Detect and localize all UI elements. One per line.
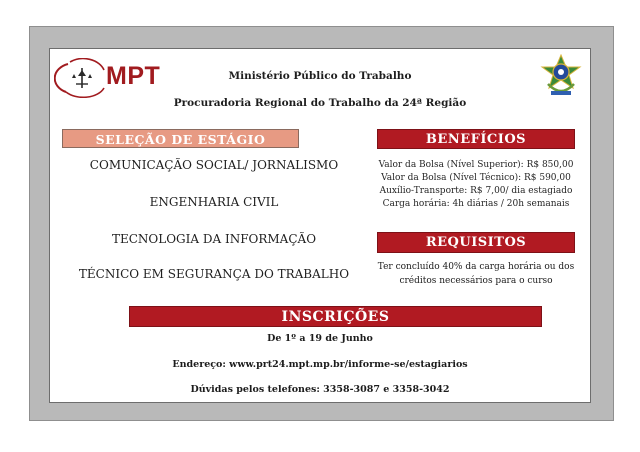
logo-text: MPT bbox=[106, 62, 161, 90]
registration-phones: Dúvidas pelos telefones: 3358-3087 e 3358-3042 bbox=[190, 384, 450, 395]
requirements-line: créditos necessários para o curso bbox=[399, 275, 553, 286]
benefit-item: Valor da Bolsa (Nível Superior): R$ 850,00 bbox=[378, 160, 574, 170]
benefits-title: BENEFÍCIOS bbox=[377, 129, 575, 149]
requirements-line: Ter concluído 40% da carga horária ou dos bbox=[377, 262, 575, 272]
course-item: ENGENHARIA CIVIL bbox=[149, 195, 279, 209]
coat-of-arms-icon bbox=[540, 54, 582, 98]
benefit-item: Carga horária: 4h diárias / 20h semanais bbox=[382, 199, 570, 209]
registration-title: INSCRIÇÕES bbox=[129, 306, 542, 327]
header-line-2: Procuradoria Regional do Trabalho da 24ª Região bbox=[173, 97, 467, 109]
course-item: TECNOLOGIA DA INFORMAÇÃO bbox=[111, 232, 317, 246]
header-line-1: Ministério Público do Trabalho bbox=[228, 70, 412, 82]
registration-address: Endereço: www.prt24.mpt.mp.br/informe-se/estagiarios bbox=[172, 359, 468, 370]
course-item: COMUNICAÇÃO SOCIAL/ JORNALISMO bbox=[89, 158, 339, 172]
benefit-item: Auxílio-Transporte: R$ 7,00/ dia estagiado bbox=[379, 186, 573, 196]
selection-title: SELEÇÃO DE ESTÁGIO bbox=[62, 129, 299, 148]
requirements-title: REQUISITOS bbox=[377, 232, 575, 253]
registration-dates: De 1º a 19 de Junho bbox=[267, 333, 373, 344]
course-item: TÉCNICO EM SEGURANÇA DO TRABALHO bbox=[78, 267, 350, 281]
benefit-item: Valor da Bolsa (Nível Técnico): R$ 590,00 bbox=[381, 173, 571, 183]
requirements-text bbox=[372, 261, 580, 288]
